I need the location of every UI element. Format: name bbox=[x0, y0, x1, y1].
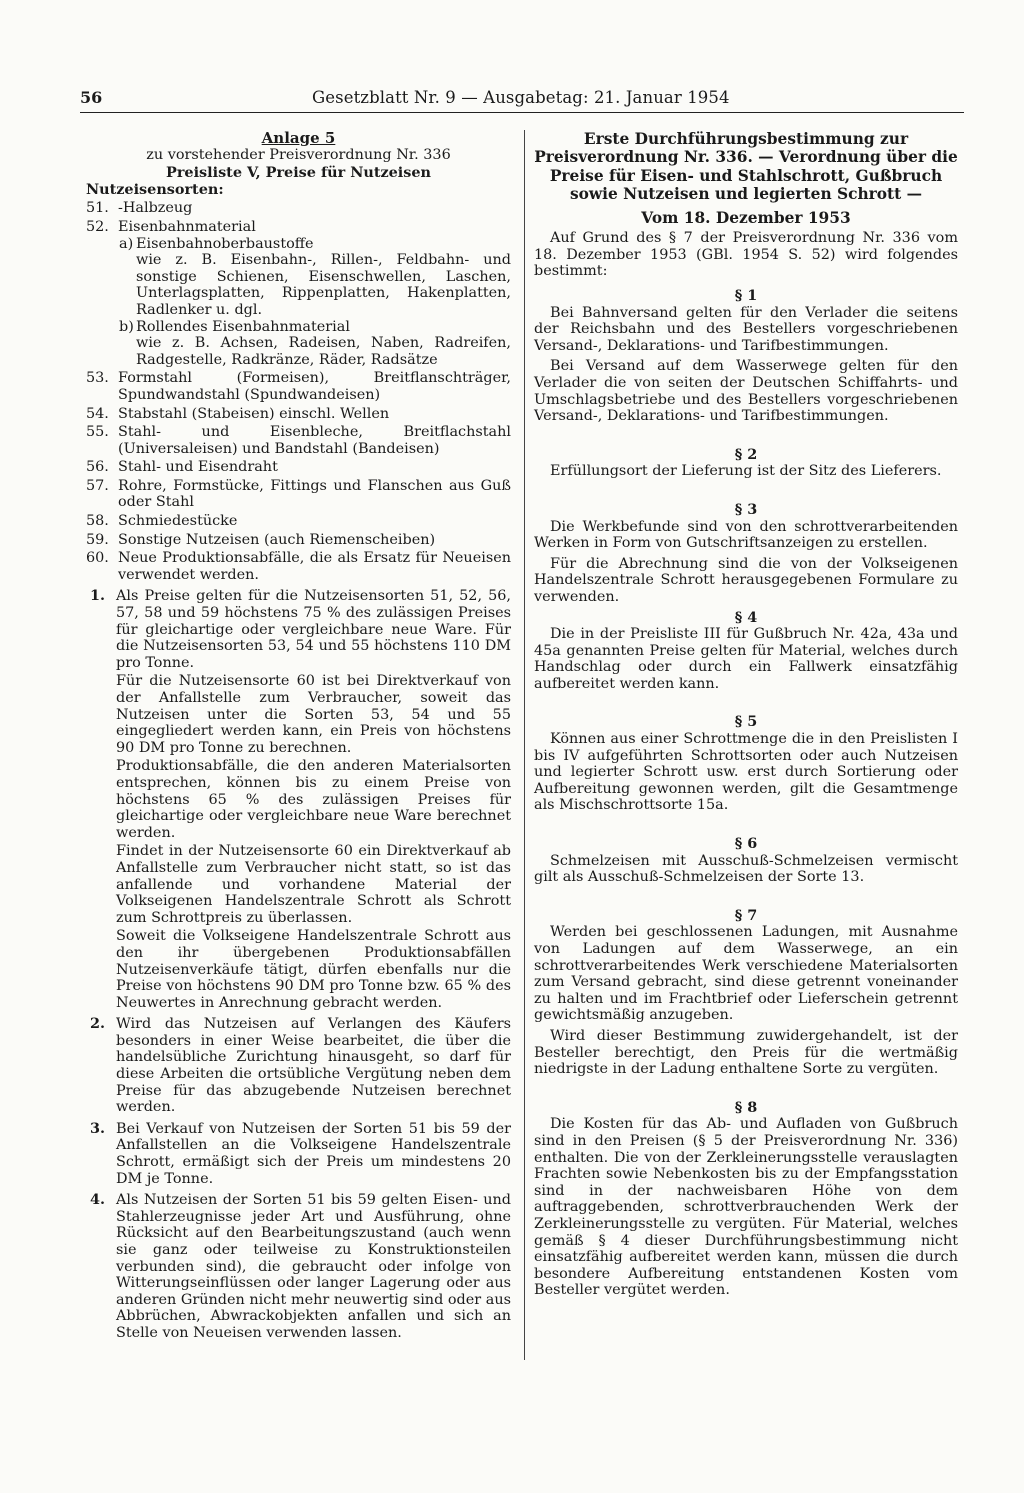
section-paragraph: Bei Versand auf dem Wasserwege gelten für den Verlader die von seiten der Deutschen Schiffahrts- und Umschlagsbetriebe und des Bestellers vorgeschriebenen Versand-, Deklarations- und Tarifbestimmungen. bbox=[534, 358, 958, 425]
item-text: Stabstahl (Stabeisen) einschl. Wellen bbox=[118, 405, 390, 422]
item-number: 56. bbox=[86, 459, 109, 476]
rule-number: 2. bbox=[90, 1015, 106, 1033]
section-paragraph: Werden bei geschlossenen Ladungen, mit Ausnahme von Ladungen auf dem Wasserwege, an ein schrottverarbeitendes Werk verschiedene Materialsorten zum Versand gebracht, sind diese getrennt voneinander zu halten und im Frachtbrief oder Lieferschein getrennt gewichtsmäßig anzugeben. bbox=[534, 924, 958, 1024]
rule-item bbox=[86, 1016, 511, 1116]
sub-item bbox=[86, 236, 511, 319]
rule-paragraph: Soweit die Volkseigene Handelszentrale Schrott aus den ihr übergebenen Produktionsabfällen Nutzeisenverkäufe tätigt, dürfen ebenfalls nur die Preise von höchstens 90 DM pro Tonne bzw. 65 % des Neuwertes in Anrechnung gebracht werden. bbox=[116, 928, 511, 1011]
item-text: Sonstige Nutzeisen (auch Riemenscheiben) bbox=[118, 531, 436, 548]
item-number: 55. bbox=[86, 424, 109, 441]
rule-paragraph: Wird das Nutzeisen auf Verlangen des Käufers besonders in einer Weise bearbeitet, die über die handelsübliche Zurichtung hinausgeht, so darf für diese Arbeiten die ortsübliche Vergütung neben dem Preise für das abzugebende Nutzeisen berechnet werden. bbox=[116, 1016, 511, 1116]
list-item bbox=[86, 478, 511, 511]
list-item bbox=[86, 200, 511, 217]
item-text: Formstahl (Formeisen), Breitflanschträger, Spundwandstahl (Spundwandeisen) bbox=[118, 370, 511, 403]
list-item bbox=[86, 459, 511, 476]
section-heading: § 6 bbox=[734, 835, 758, 853]
list-item bbox=[86, 424, 511, 457]
rule-paragraph: Findet in der Nutzeisensorte 60 ein Direktverkauf ab Anfallstelle zum Verbraucher nicht statt, so ist das anfallende und vorhandene Material der Volkseigenen Handelszentrale Schrott als Schrott zum Schrottpreis zu überlassen. bbox=[116, 843, 511, 926]
rule-paragraph: Als Nutzeisen der Sorten 51 bis 59 gelten Eisen- und Stahlerzeugnisse jeder Art und Ausführung, ohne Rücksicht auf den Bearbeitungszustand (auch wenn sie ganz oder teilweise zu Konstruktionsteilen verbunden sind), die gebraucht oder infolge von Witterungseinflüssen oder langer Lagerung oder aus anderen Gründen nicht mehr neuwertig sind oder aus Abbrüchen, Abwrackobjekten anfallen und sich an Stelle von Neueisen verwenden lassen. bbox=[116, 1192, 511, 1341]
header-title: Gesetzblatt Nr. 9 — Ausgabetag: 21. Januar 1954 bbox=[312, 88, 730, 107]
page-number: 56 bbox=[80, 88, 103, 107]
section-paragraph: Wird dieser Bestimmung zuwidergehandelt, ist der Besteller berechtigt, den Preis für die wertmäßig niedrigste in der Ladung enthaltene Sorte zu vergüten. bbox=[534, 1027, 958, 1078]
intro-paragraph: Auf Grund des § 7 der Preisverordnung Nr. 336 vom 18. Dezember 1953 (GBl. 1954 S. 52) wird folgendes bestimmt: bbox=[534, 230, 958, 280]
section-heading: § 4 bbox=[734, 608, 758, 626]
rule-paragraph: Für die Nutzeisensorte 60 ist bei Direktverkauf von der Anfallstelle zum Verbraucher, soweit das Nutzeisen unter die Sorten 53, 54 und 55 eingegliedert werden kann, ein Preis von höchstens 90 DM pro Tonne zu berechnen. bbox=[116, 673, 511, 756]
regulation-date: Vom 18. Dezember 1953 bbox=[641, 208, 851, 227]
sorten-heading: Nutzeisensorten: bbox=[86, 180, 224, 198]
rule-number: 3. bbox=[90, 1119, 106, 1137]
item-text: Rohre, Formstücke, Fittings und Flanschen aus Guß oder Stahl bbox=[118, 477, 511, 511]
sub-item-title: Rollendes Eisenbahnmaterial bbox=[136, 318, 350, 335]
section-paragraph: Die in der Preisliste III für Gußbruch Nr. 42a, 43a und 45a genannten Preise gelten für Material, welches durch Handschlag oder durch ein Fallwerk einsatzfähig aufbereitet werden kann. bbox=[534, 626, 958, 692]
item-number: 51. bbox=[86, 200, 109, 217]
item-number: 57. bbox=[86, 477, 109, 494]
section-paragraph: Die Werkbefunde sind von den schrottverarbeitenden Werken in Form von Gutschriftsanzeigen zu erstellen. bbox=[534, 518, 958, 552]
rule-paragraph: Produktionsabfälle, die den anderen Materialsorten entsprechen, können bis zu einem Preise von höchstens 65 % des zulässigen Preises für gleichartige oder vergleichbare neue Ware berechnet werden. bbox=[116, 758, 511, 841]
list-item bbox=[86, 219, 511, 236]
item-text: Stahl- und Eisendraht bbox=[118, 459, 278, 476]
list-item bbox=[86, 370, 511, 403]
column-divider bbox=[524, 130, 525, 1360]
rule-paragraph: Bei Verkauf von Nutzeisen der Sorten 51 bis 59 der Anfallstellen an die Volkseigene Handelszentrale Schrott, ermäßigt sich der Preis um mindestens 20 DM je Tonne. bbox=[116, 1120, 511, 1187]
sub-item-title: Eisenbahnoberbaustoffe bbox=[136, 235, 314, 252]
item-text: -Halbzeug bbox=[118, 200, 193, 217]
rule-item bbox=[86, 1192, 511, 1341]
section-heading: § 1 bbox=[734, 287, 758, 304]
rule-item bbox=[86, 1121, 511, 1187]
sub-item-detail: wie z. B. Achsen, Radeisen, Naben, Radreifen, Radgestelle, Radkränze, Räder, Radsätze bbox=[136, 335, 511, 368]
section-paragraph: Erfüllungsort der Lieferung ist der Sitz des Lieferers. bbox=[550, 463, 942, 480]
section-paragraph: Die Kosten für das Ab- und Aufladen von Gußbruch sind in den Preisen (§ 5 der Preisverordnung Nr. 336) enthalten. Die von der Zerkleinerungsstelle verauslagten Frachten sowie Nebenkosten bis zu der Empfangsstation sind in der nachweisbaren Höhe von dem auftraggebenden, schrottverbrauchenden Werk der Zerkleinerungsstelle zu vergüten. Für Material, welches gemäß § 4 dieser Durchführungsbestimmung nicht einsatzfähig aufbereitet werden kann, müssen die durch besondere Aufbereitung entstandenen Kosten vom Besteller vergütet werden. bbox=[534, 1116, 958, 1299]
item-number: 52. bbox=[86, 218, 109, 235]
sub-item-letter: a) bbox=[119, 235, 134, 252]
section-paragraph: Für die Abrechnung sind die von der Volkseigenen Handelszentrale Schrott herausgegebenen Formulare zu verwenden. bbox=[534, 555, 958, 605]
item-text: Eisenbahnmaterial bbox=[118, 218, 256, 235]
regulation-title: Erste Durchführungsbestimmung zur Preisverordnung Nr. 336. — Verordnung über die Preise für Eisen- und Stahlschrott, Gußbruch sowie Nutzeisen und legierten Schrott — bbox=[534, 130, 958, 204]
section-heading: § 3 bbox=[734, 500, 758, 518]
list-item bbox=[86, 513, 511, 530]
section-paragraph: Können aus einer Schrottmenge die in den Preislisten I bis IV aufgeführten Schrottsorten oder auch Nutzeisen und legierter Schrott usw. erst durch Sortierung oder Aufbereitung gewonnen werden, gilt die Gesamtmenge als Mischschrottsorte 15a. bbox=[534, 731, 958, 814]
item-number: 58. bbox=[86, 513, 109, 530]
header-rule bbox=[80, 112, 964, 113]
sub-item-detail: wie z. B. Eisenbahn-, Rillen-, Feldbahn- und sonstige Schienen, Eisenschwellen, Laschen, Unterlagsplatten, Rippenplatten, Hakenplatten, Radlenker u. dgl. bbox=[136, 252, 511, 318]
section-heading: § 7 bbox=[734, 906, 758, 924]
section-heading: § 5 bbox=[734, 713, 758, 731]
item-text: Schmiedestücke bbox=[118, 513, 238, 530]
item-text: Neue Produktionsabfälle, die als Ersatz für Neueisen verwendet werden. bbox=[118, 550, 511, 583]
page-header bbox=[80, 88, 964, 114]
section-paragraph: Bei Bahnversand gelten für den Verlader die seitens der Reichsbahn und des Bestellers vorgeschriebenen Versand-, Deklarations- und Tarifbestimmungen. bbox=[534, 304, 958, 354]
list-item bbox=[86, 406, 511, 423]
list-item bbox=[86, 532, 511, 549]
item-number: 59. bbox=[86, 531, 109, 548]
item-text: Stahl- und Eisenbleche, Breitflachstahl (Universaleisen) und Bandstahl (Bandeisen) bbox=[118, 424, 511, 457]
item-number: 53. bbox=[86, 370, 109, 387]
sub-item bbox=[86, 319, 511, 369]
sub-item-letter: b) bbox=[119, 318, 134, 335]
right-column bbox=[534, 130, 958, 1299]
rule-paragraph: Als Preise gelten für die Nutzeisensorten 51, 52, 56, 57, 58 und 59 höchstens 75 % des zulässigen Preises für gleichartige oder vergleichbare neue Ware. Für die Nutzeisensorten 53, 54 und 55 höchstens 110 DM pro Tonne. bbox=[116, 588, 511, 671]
section-paragraph: Schmelzeisen mit Ausschuß-Schmelzeisen vermischt gilt als Ausschuß-Schmelzeisen der Sorte 13. bbox=[534, 852, 958, 886]
rule-number: 1. bbox=[90, 587, 106, 605]
list-item bbox=[86, 550, 511, 583]
section-heading: § 2 bbox=[734, 445, 758, 463]
anlage-subtitle: zu vorstehender Preisverordnung Nr. 336 bbox=[146, 146, 451, 163]
item-number: 54. bbox=[86, 405, 109, 422]
rule-number: 4. bbox=[90, 1191, 106, 1209]
pricelist-title: Preisliste V, Preise für Nutzeisen bbox=[166, 164, 431, 182]
anlage-heading: Anlage 5 bbox=[261, 129, 336, 147]
left-column bbox=[86, 130, 511, 1342]
rule-item bbox=[86, 588, 511, 1011]
section-heading: § 8 bbox=[734, 1098, 758, 1116]
item-number: 60. bbox=[86, 550, 109, 567]
